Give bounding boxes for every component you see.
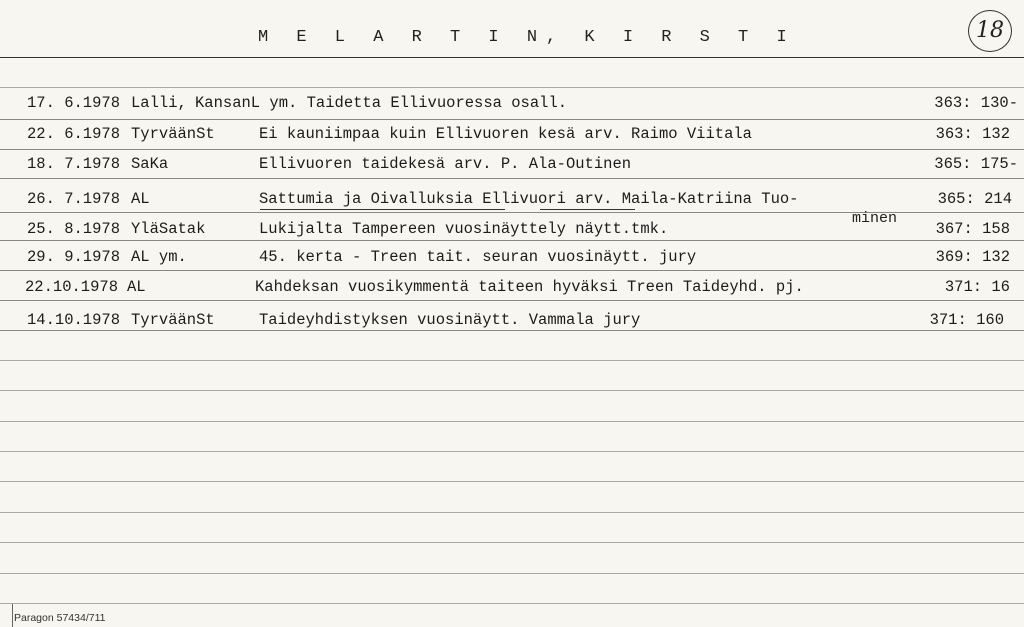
ruled-line bbox=[0, 178, 1024, 179]
ruled-line bbox=[0, 390, 1024, 391]
entry-source: TyrväänSt bbox=[131, 125, 215, 143]
list-item bbox=[0, 124, 1024, 144]
ruled-line bbox=[0, 240, 1024, 241]
entry-source: AL ym. bbox=[131, 248, 187, 266]
entry-date: 29. 9.1978 bbox=[26, 248, 120, 266]
entry-date: 22. 6.1978 bbox=[26, 125, 120, 143]
entry-source: AL bbox=[127, 278, 146, 296]
entry-reference: 367: 158 bbox=[935, 220, 1010, 238]
entry-date: 14.10.1978 bbox=[26, 311, 120, 329]
list-item bbox=[0, 189, 1024, 209]
ruled-line bbox=[0, 87, 1024, 88]
entry-text: Taideyhdistyksen vuosinäytt. Vammala jury bbox=[259, 311, 641, 329]
entry-reference: 371: 160 bbox=[929, 311, 1004, 329]
underline-mark bbox=[540, 209, 635, 210]
list-item bbox=[0, 277, 1024, 297]
ruled-line bbox=[0, 421, 1024, 422]
ruled-line bbox=[0, 360, 1024, 361]
entry-source: TyrväänSt bbox=[131, 311, 215, 329]
entry-text: Ellivuoren taidekesä arv. P. Ala-Outinen bbox=[259, 155, 632, 173]
list-item bbox=[0, 93, 1024, 113]
ruled-line bbox=[0, 573, 1024, 574]
entry-text: Ei kauniimpaa kuin Ellivuoren kesä arv. Raimo Viitala bbox=[259, 125, 752, 143]
entry-date: 26. 7.1978 bbox=[26, 190, 120, 208]
card-title: M E L A R T I N, K I R S T I bbox=[258, 28, 796, 47]
entry-reference: 369: 132 bbox=[935, 248, 1010, 266]
entry-source: SaKa bbox=[131, 155, 169, 173]
ruled-line bbox=[0, 149, 1024, 150]
entry-date: 18. 7.1978 bbox=[26, 155, 120, 173]
ruled-line bbox=[0, 330, 1024, 331]
ruled-line bbox=[0, 451, 1024, 452]
ruled-line bbox=[0, 603, 1024, 604]
list-item bbox=[0, 154, 1024, 174]
card-footer-print: Paragon 57434/711 bbox=[14, 612, 106, 624]
entry-source: Lalli, bbox=[131, 94, 187, 112]
entry-reference: 365: 214 bbox=[937, 190, 1012, 208]
entry-date: 22.10.1978 bbox=[24, 278, 118, 296]
entry-text: Lukijalta Tampereen vuosinäyttely näytt.tmk. bbox=[259, 220, 669, 238]
entry-reference: 371: 16 bbox=[944, 278, 1010, 296]
entry-reference: 363: 130- bbox=[934, 94, 1018, 112]
entry-text: 45. kerta - Treen tait. seuran vuosinäytt. jury bbox=[259, 248, 697, 266]
continuation-text: minen bbox=[852, 210, 898, 227]
entry-text: Sattumia ja Oivalluksia Ellivuori arv. Maila-Katriina Tuo- bbox=[259, 190, 799, 208]
ruled-line bbox=[0, 300, 1024, 301]
entry-source: YläSatak bbox=[131, 220, 206, 238]
ruled-line bbox=[0, 119, 1024, 120]
entry-reference: 363: 132 bbox=[935, 125, 1010, 143]
entry-date: 25. 8.1978 bbox=[26, 220, 120, 238]
ruled-line bbox=[0, 542, 1024, 543]
entry-reference: 365: 175- bbox=[934, 155, 1018, 173]
list-item bbox=[0, 310, 1024, 330]
ruled-line bbox=[0, 512, 1024, 513]
list-item bbox=[0, 219, 1024, 239]
entry-date: 17. 6.1978 bbox=[26, 94, 120, 112]
entry-text: KansanL ym. Taidetta Ellivuoressa osall. bbox=[195, 94, 568, 112]
header-rule bbox=[0, 57, 1024, 58]
card-number-badge: 18 bbox=[968, 10, 1012, 52]
ruled-line bbox=[0, 270, 1024, 271]
list-item bbox=[0, 247, 1024, 267]
underline-mark bbox=[260, 209, 505, 210]
entry-text: Kahdeksan vuosikymmentä taiteen hyväksi Treen Taideyhd. pj. bbox=[255, 278, 804, 296]
ruled-line bbox=[0, 481, 1024, 482]
margin-line bbox=[12, 604, 13, 627]
entry-source: AL bbox=[131, 190, 150, 208]
